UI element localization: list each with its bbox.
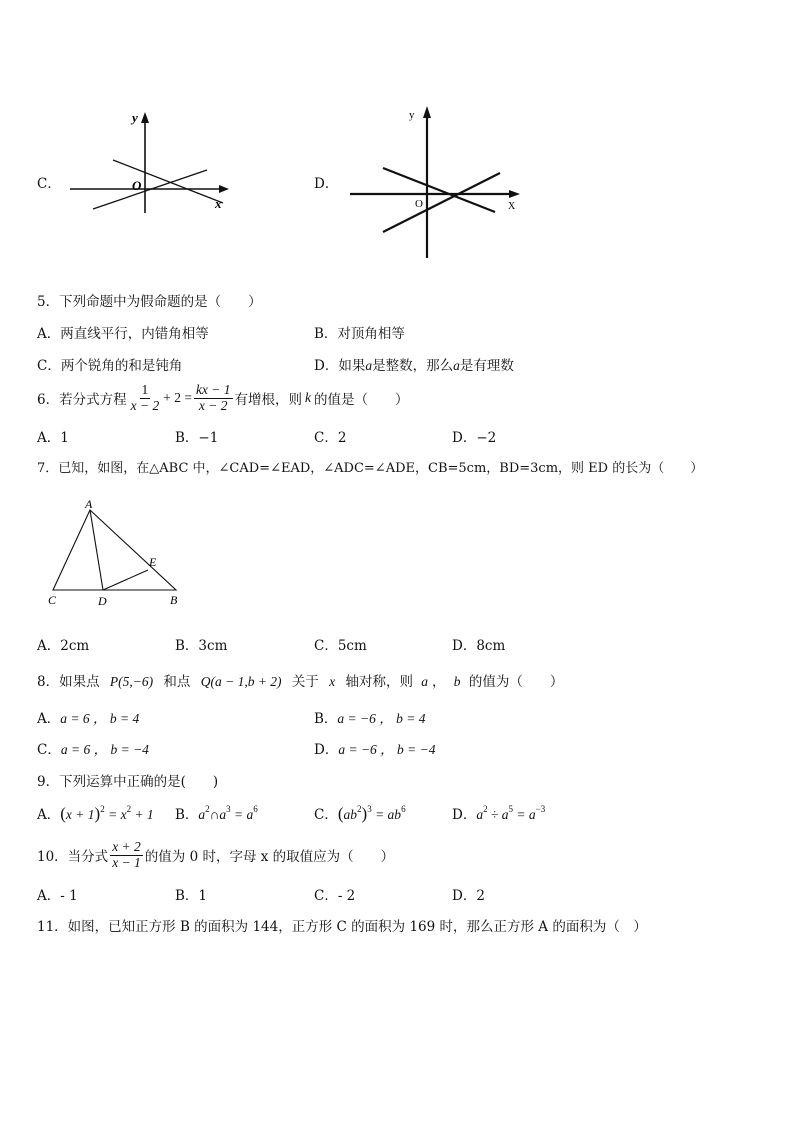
q9-option-d: D．$a^2 \div a^5 = a^{-3}$	[452, 804, 546, 823]
label-d: D	[98, 594, 107, 608]
q4-option-d-label: D．	[314, 176, 339, 192]
y-axis-arrow	[141, 112, 149, 123]
q5-option-c: C．两个锐角的和是钝角	[37, 358, 183, 374]
q11-stem: 11．如图，已知正方形 B 的面积为 144，正方形 C 的面积为 169 时，那么正方形 A 的面积为（ ）	[37, 919, 647, 935]
q6-option-b: B．−1	[175, 430, 219, 446]
origin-label: O	[132, 178, 142, 193]
q9-option-a: A．$(x + 1)^2 = x^2 + 1$	[37, 804, 154, 823]
q6-fraction-1: $\frac{1}{x - 2}$	[130, 382, 160, 413]
q4-option-c-graph	[65, 108, 235, 218]
q9-stem: 9．下列运算中正确的是( )	[37, 774, 219, 790]
y-label: y	[409, 109, 415, 121]
triangle-abc	[53, 510, 176, 590]
q7-stem: 7．已知，如图，在△ABC 中，∠CAD=∠EAD，∠ADC=∠ADE，CB=5cm，BD=3cm，则 ED 的长为（ ）	[37, 461, 704, 476]
q6-option-d: D．−2	[452, 430, 497, 446]
segment-de	[103, 570, 148, 590]
x-axis-arrow	[219, 185, 229, 193]
q6-option-a: A．1	[37, 430, 69, 446]
x-label: X	[508, 201, 516, 212]
q10-option-b: B．1	[175, 888, 208, 904]
q7-triangle-figure	[40, 498, 190, 610]
q10-option-a: A．- 1	[37, 888, 78, 904]
q8-option-c: C．a = 6 ， b = −4	[37, 742, 149, 758]
q4-option-d-graph	[345, 100, 530, 262]
label-a: A	[85, 498, 93, 511]
origin-label: O	[415, 198, 423, 210]
label-e: E	[149, 555, 157, 569]
q7-option-b: B．3cm	[175, 638, 228, 654]
q7-option-a: A．2cm	[37, 638, 90, 654]
line-1	[383, 168, 495, 212]
q9-option-c: C．$(ab^2)^3 = ab^6$	[314, 804, 406, 823]
q4-option-c-label: C．	[37, 176, 61, 192]
x-label: x	[215, 196, 222, 211]
q10-option-c: C．- 2	[314, 888, 356, 904]
q5-option-a: A．两直线平行，内错角相等	[37, 326, 209, 342]
q6-fraction-2: $\frac{kx - 1}{x - 2}$	[195, 382, 231, 413]
label-b: B	[170, 593, 178, 607]
q8-stem: 8．如果点 P(5,−6) 和点 Q(a − 1,b + 2) 关于 x 轴对称，则 a ， b 的值为（ ）	[37, 674, 564, 690]
y-label: y	[132, 110, 138, 125]
q6-stem: 6．若分式方程 $\frac{1}{x - 2}$ + 2 = $\frac{kx - 1}{x - 2}$ 有增根，则 k 的值是（ ）	[37, 382, 409, 413]
q5-stem: 5．下列命题中为假命题的是（ ）	[37, 294, 262, 310]
q6-option-c: C．2	[314, 430, 347, 446]
x-axis-arrow	[509, 190, 520, 198]
q8-option-b: B．a = −6 ， b = 4	[314, 711, 426, 727]
q5-option-d: D．如果a是整数，那么a是有理数	[314, 358, 514, 374]
q7-option-d: D．8cm	[452, 638, 506, 654]
q8-option-a: A．a = 6 ， b = 4	[37, 711, 140, 727]
q10-option-d: D．2	[452, 888, 485, 904]
segment-ad	[90, 510, 103, 590]
q8-option-d: D．a = −6 ， b = −4	[314, 742, 436, 758]
q5-option-b: B．对顶角相等	[314, 326, 405, 342]
q10-fraction: $\frac{x + 2}{x - 1}$	[112, 839, 141, 870]
line-2	[383, 173, 500, 232]
q9-option-b: B．$a^2\cap a^3 = a^6$	[175, 804, 258, 823]
q10-stem: 10．当分式 $\frac{x + 2}{x - 1}$ 的值为 0 时，字母 x 的取值应为（ ）	[37, 839, 395, 870]
q7-option-c: C．5cm	[314, 638, 367, 654]
y-axis-arrow	[423, 106, 431, 118]
label-c: C	[48, 593, 57, 607]
